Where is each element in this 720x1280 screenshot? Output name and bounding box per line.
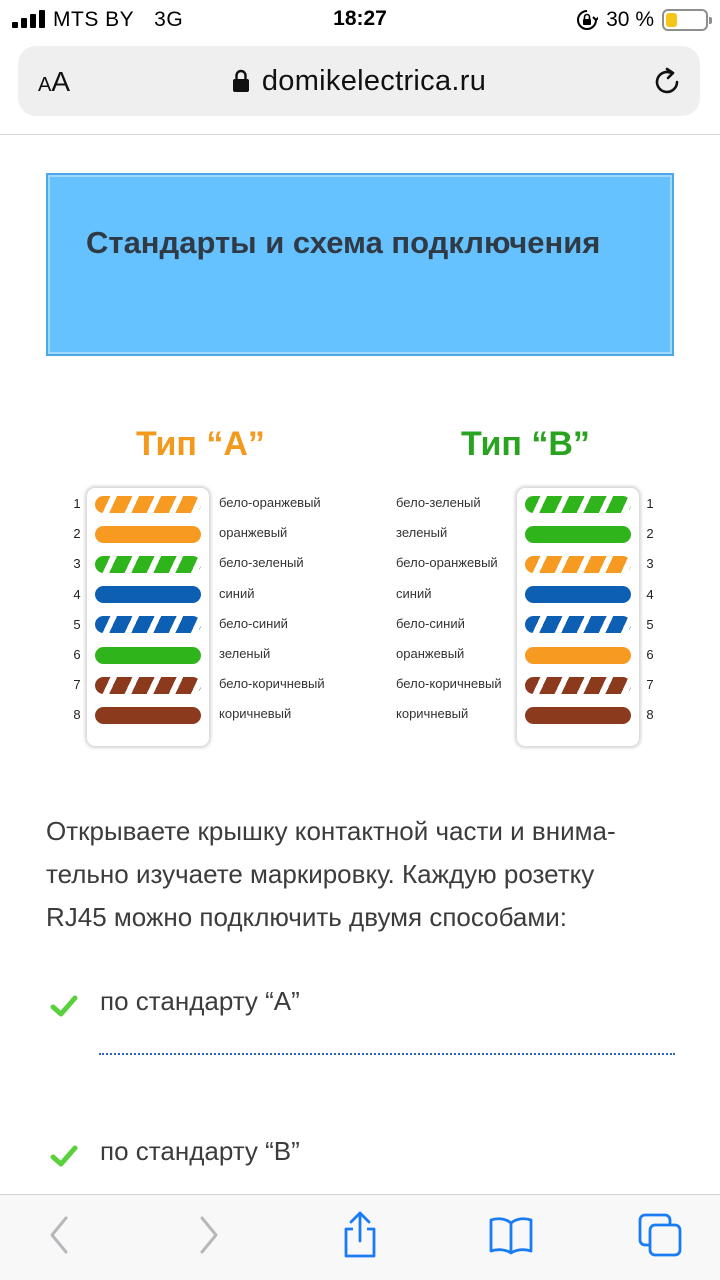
forward-icon — [194, 1215, 222, 1255]
dotted-divider — [99, 1053, 675, 1055]
wire-label: коричневый — [219, 706, 292, 722]
type-a-title: Тип “A” — [136, 425, 265, 463]
pin-number: 7 — [73, 677, 81, 693]
wire-label: синий — [219, 585, 255, 601]
pin-number: 8 — [646, 707, 654, 723]
tabs-icon — [636, 1211, 684, 1259]
list-item — [46, 1130, 676, 1190]
battery-icon — [662, 9, 708, 31]
list-item-text: по стандарту “A” — [100, 986, 300, 1016]
intro-paragraph — [46, 810, 676, 939]
status-bar — [0, 0, 720, 40]
rj45-wiring-diagram — [0, 400, 720, 780]
lock-icon — [232, 69, 250, 93]
pin-number: 5 — [73, 616, 81, 632]
wire-label: бело-коричневый — [396, 676, 502, 692]
wire-type-b-1 — [525, 496, 631, 513]
battery-level — [666, 13, 677, 27]
wire-label: оранжевый — [396, 646, 465, 661]
browser-toolbar — [0, 1194, 720, 1280]
bookmarks-icon — [488, 1215, 534, 1255]
bookmarks-button[interactable] — [487, 1211, 535, 1259]
wire-type-a-4 — [95, 586, 201, 603]
paragraph-line: тельно изучаете маркировку. Каждую розетку — [46, 859, 595, 889]
paragraph-line: RJ45 можно подключить двумя способами: — [46, 902, 568, 932]
check-icon — [50, 994, 78, 1018]
pin-number: 2 — [646, 526, 654, 542]
section-heading: Стандарты и схема подключения — [86, 225, 601, 260]
share-icon — [340, 1211, 380, 1259]
connector-type-b — [517, 488, 639, 746]
wire-type-b-5 — [525, 616, 631, 633]
network-type: 3G — [154, 8, 184, 31]
pin-number: 3 — [73, 556, 81, 572]
list-item — [46, 980, 676, 1040]
paragraph-line: Открываете крышку контактной части и внима- — [46, 816, 616, 846]
pin-number: 5 — [646, 616, 654, 632]
wire-type-a-2 — [95, 526, 201, 543]
wire-label: синий — [396, 585, 432, 601]
wire-type-b-8 — [525, 707, 631, 724]
list-item-text: по стандарту “B” — [100, 1136, 300, 1166]
wire-label: бело-зеленый — [219, 555, 304, 571]
pin-number: 1 — [73, 496, 81, 511]
wire-type-b-2 — [525, 526, 631, 543]
header-divider — [0, 134, 720, 135]
carrier-name: MTS BY — [53, 8, 134, 31]
wire-type-b-3 — [525, 556, 631, 573]
wire-label: бело-оранжевый — [396, 555, 498, 571]
back-icon — [46, 1215, 74, 1255]
wire-label: бело-оранжевый — [219, 495, 321, 510]
pin-number: 4 — [646, 586, 654, 602]
reload-icon[interactable] — [650, 65, 684, 99]
wire-type-a-5 — [95, 616, 201, 633]
wire-label: зеленый — [219, 646, 271, 661]
pin-number: 6 — [646, 647, 654, 662]
wire-label: бело-синий — [219, 615, 288, 631]
tabs-button[interactable] — [636, 1211, 684, 1259]
address-bar[interactable] — [18, 46, 700, 116]
wire-type-b-4 — [525, 586, 631, 603]
pin-number: 4 — [73, 586, 81, 602]
pin-number: 1 — [646, 496, 654, 511]
back-button[interactable] — [36, 1211, 84, 1259]
wire-type-b-6 — [525, 647, 631, 664]
wire-label: оранжевый — [219, 525, 288, 541]
rotation-lock-icon — [576, 9, 598, 31]
pin-number: 8 — [73, 707, 81, 723]
pin-number: 6 — [73, 647, 81, 662]
check-icon — [50, 1144, 78, 1168]
pin-number: 7 — [646, 677, 654, 693]
wire-type-a-6 — [95, 647, 201, 664]
section-heading-box — [46, 173, 674, 356]
share-button[interactable] — [336, 1211, 384, 1259]
wire-label: бело-зеленый — [396, 495, 481, 510]
text-size-button[interactable]: AA — [38, 66, 71, 97]
wire-type-a-1 — [95, 496, 201, 513]
wire-label: коричневый — [396, 706, 469, 722]
wire-label: зеленый — [396, 525, 448, 541]
wire-type-b-7 — [525, 677, 631, 694]
url-text[interactable]: domikelectrica.ru — [261, 64, 487, 97]
wire-type-a-7 — [95, 677, 201, 694]
clock: 18:27 — [333, 7, 387, 30]
pin-number: 3 — [646, 556, 654, 572]
pin-number: 2 — [73, 526, 81, 542]
wire-label: бело-синий — [396, 615, 465, 631]
battery-percent: 30 % — [606, 8, 654, 31]
wire-label: бело-коричневый — [219, 676, 325, 692]
wire-type-a-3 — [95, 556, 201, 573]
wire-type-a-8 — [95, 707, 201, 724]
connector-type-a — [87, 488, 209, 746]
forward-button[interactable] — [184, 1211, 232, 1259]
type-b-title: Тип “B” — [461, 425, 590, 463]
